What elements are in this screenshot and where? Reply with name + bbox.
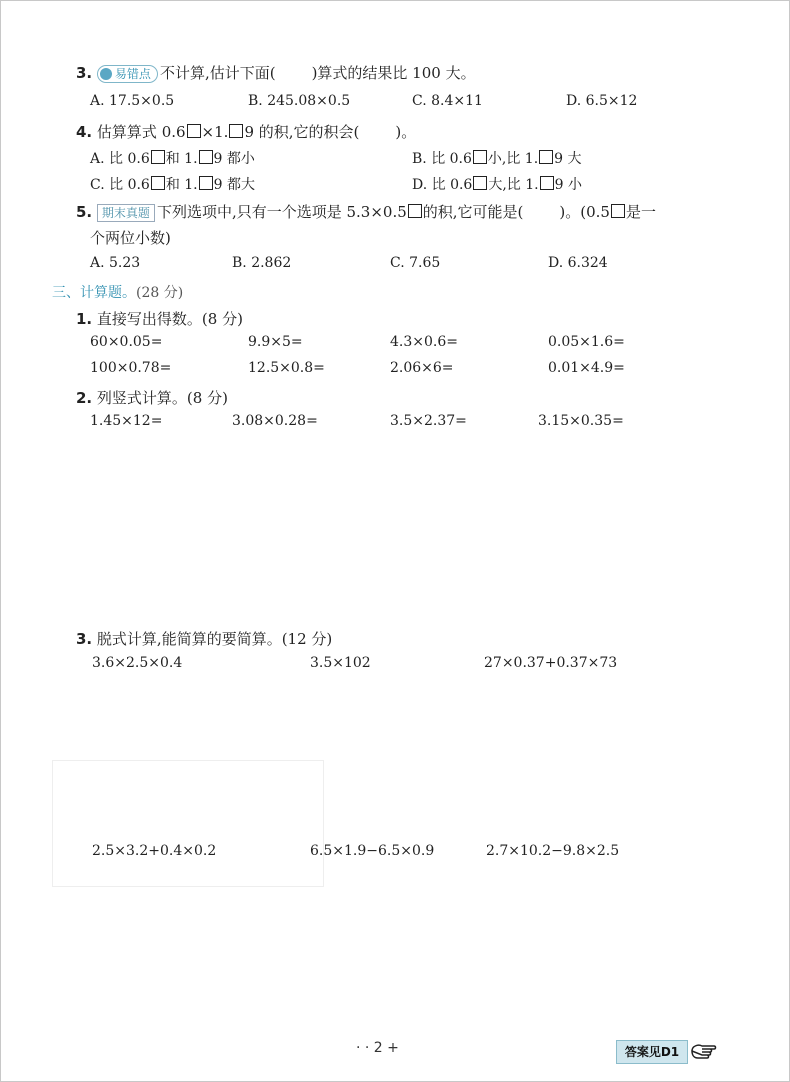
- question-text: 下列选项中,只有一个选项是 5.3×0.5: [156, 203, 407, 221]
- question-text: 的积,它可能是(: [422, 203, 524, 221]
- option-text: 大,比 1.: [488, 177, 539, 193]
- calc-item: 27×0.37+0.37×73: [484, 655, 618, 671]
- calc-item: 100×0.78=: [90, 360, 172, 376]
- blank-box: [187, 124, 201, 138]
- calc-item: 4.3×0.6=: [390, 334, 458, 350]
- calc-item: 6.5×1.9−6.5×0.9: [310, 843, 435, 859]
- option-text: B. 比 0.6: [412, 151, 472, 167]
- option-text: C. 比 0.6: [90, 177, 150, 193]
- option-a: A. 17.5×0.5: [90, 93, 175, 109]
- option-b: B. 2.862: [232, 255, 292, 271]
- blank-box: [540, 176, 554, 190]
- question-text: )。: [395, 123, 417, 141]
- calc-2-title: [76, 387, 228, 408]
- question-text: ×1.: [201, 123, 229, 141]
- question-5: [76, 201, 656, 222]
- option-text: 和 1.: [165, 151, 198, 167]
- question-number: 5.: [76, 203, 93, 221]
- option-text: D. 比 0.6: [412, 177, 473, 193]
- option-text: 和 1.: [165, 177, 198, 193]
- question-number: 2.: [76, 389, 93, 407]
- option-a: A. 5.23: [90, 255, 141, 271]
- option-text: 9 都大: [213, 177, 255, 193]
- blank-box: [151, 176, 165, 190]
- question-text: )。(0.5: [559, 203, 610, 221]
- question-4: [76, 121, 416, 142]
- question-number: 3.: [76, 64, 93, 82]
- calc-item: 3.6×2.5×0.4: [92, 655, 183, 671]
- option-a: [90, 148, 255, 168]
- option-text: 9 大: [554, 151, 582, 167]
- question-text: 不计算,估计下面(: [159, 64, 276, 82]
- option-b: B. 245.08×0.5: [248, 93, 351, 109]
- question-number: 1.: [76, 310, 93, 328]
- question-text: )算式的结果比 100 大。: [311, 64, 476, 82]
- option-c: [90, 174, 255, 194]
- calc-item: 60×0.05=: [90, 334, 163, 350]
- calc-item: 3.5×102: [310, 655, 371, 671]
- calc-item: 2.06×6=: [390, 360, 454, 376]
- calc-1-title: [76, 308, 243, 329]
- blank-box: [473, 176, 487, 190]
- question-text: 脱式计算,能简算的要简算。(12 分): [96, 630, 333, 648]
- blank-box: [611, 204, 625, 218]
- page-number: · · 2 +: [356, 1040, 399, 1056]
- option-d: [412, 174, 582, 194]
- blank-box: [199, 176, 213, 190]
- calc-item: 3.5×2.37=: [390, 413, 467, 429]
- calc-item: 1.45×12=: [90, 413, 163, 429]
- tag-dot-icon: [100, 68, 112, 80]
- mistake-tag: [97, 65, 158, 83]
- option-text: 9 都小: [213, 151, 255, 167]
- blank-box: [229, 124, 243, 138]
- option-text: 9 小: [554, 177, 582, 193]
- calc-item: 2.7×10.2−9.8×2.5: [486, 843, 620, 859]
- option-text: 小,比 1.: [487, 151, 539, 167]
- option-d: D. 6.324: [548, 255, 608, 271]
- option-text: A. 比 0.6: [90, 151, 150, 167]
- mistake-tag-label: 易错点: [114, 67, 151, 81]
- question-text: 列竖式计算。(8 分): [96, 389, 228, 407]
- bleed-through-mark: [52, 760, 324, 887]
- calc-item: 3.15×0.35=: [538, 413, 624, 429]
- question-text: 估算算式 0.6: [96, 123, 186, 141]
- option-b: [412, 148, 582, 168]
- blank-box: [151, 150, 165, 164]
- calc-3-title: [76, 628, 332, 649]
- blank-box: [199, 150, 213, 164]
- question-text: 直接写出得数。(8 分): [96, 310, 243, 328]
- calc-item: 9.9×5=: [248, 334, 303, 350]
- exam-tag: 期末真题: [97, 204, 155, 222]
- question-3: [76, 62, 476, 83]
- calc-item: 0.01×4.9=: [548, 360, 625, 376]
- question-text: 是一: [625, 203, 656, 221]
- blank-box: [408, 204, 422, 218]
- calc-item: 3.08×0.28=: [232, 413, 318, 429]
- option-c: C. 7.65: [390, 255, 441, 271]
- blank-box: [539, 150, 553, 164]
- question-text: 9 的积,它的积会(: [244, 123, 360, 141]
- pointing-hand-icon: [690, 1040, 718, 1062]
- section-title: [52, 282, 183, 302]
- option-d: D. 6.5×12: [566, 93, 638, 109]
- question-number: 3.: [76, 630, 93, 648]
- calc-item: 12.5×0.8=: [248, 360, 325, 376]
- calc-item: 0.05×1.6=: [548, 334, 625, 350]
- section-heading: 三、计算题。: [52, 285, 136, 301]
- question-5-continuation: 个两位小数): [90, 229, 171, 247]
- question-number: 4.: [76, 123, 93, 141]
- calc-item: 2.5×3.2+0.4×0.2: [92, 843, 217, 859]
- option-c: C. 8.4×11: [412, 93, 483, 109]
- blank-box: [473, 150, 487, 164]
- section-points: (28 分): [136, 285, 184, 301]
- answer-reference-tag: 答案见D1: [616, 1040, 688, 1064]
